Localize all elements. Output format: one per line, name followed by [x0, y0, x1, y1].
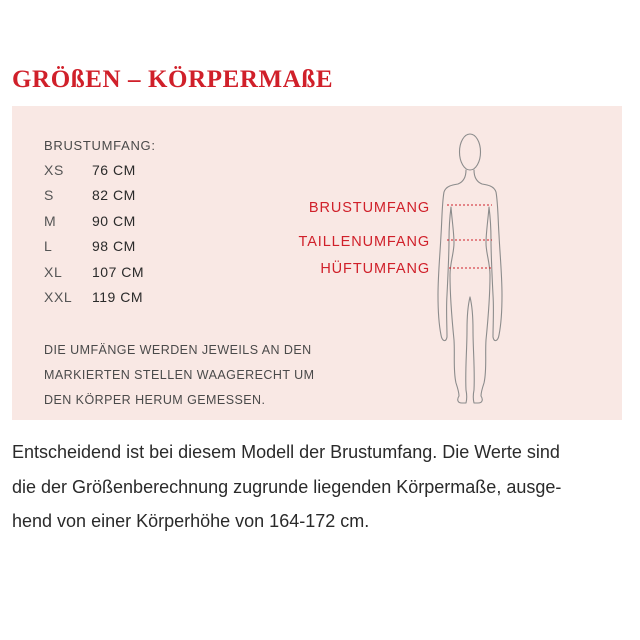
figure-left-half	[438, 170, 470, 403]
size-row	[44, 183, 204, 208]
size-label: S	[44, 187, 54, 204]
size-chart-heading: BRUSTUMFANG:	[44, 138, 156, 153]
figure-head	[460, 134, 481, 170]
size-row	[44, 285, 204, 310]
size-label: M	[44, 212, 57, 229]
size-label: XL	[44, 263, 63, 280]
size-row	[44, 260, 204, 285]
description-text	[12, 435, 561, 539]
waist-label: TAILLENUMFANG	[298, 234, 430, 250]
size-value: 119 CM	[92, 288, 143, 305]
size-list	[44, 158, 204, 310]
size-row	[44, 209, 204, 234]
size-value: 90 CM	[92, 212, 136, 229]
hip-label: HÜFTUMFANG	[320, 261, 430, 277]
size-label: XXL	[44, 288, 73, 305]
body-silhouette-figure	[430, 125, 510, 407]
size-value: 107 CM	[92, 263, 145, 280]
note-line: DIE UMFÄNGE WERDEN JEWEILS AN DEN	[44, 343, 312, 357]
size-value: 82 CM	[92, 187, 136, 204]
chest-label: BRUSTUMFANG	[308, 200, 430, 216]
size-label: L	[44, 238, 53, 255]
figure-right-half	[470, 170, 502, 403]
measurement-note	[44, 338, 314, 413]
size-value: 98 CM	[92, 238, 136, 255]
size-label: XS	[44, 162, 64, 178]
size-row	[44, 158, 204, 183]
size-value: 76 CM	[92, 162, 136, 178]
size-row	[44, 234, 204, 259]
description-line: Entscheidend ist bei diesem Modell der Brustumfang. Die Werte sind	[12, 442, 560, 462]
note-line: DEN KÖRPER HERUM GEMESSEN.	[44, 393, 266, 407]
description-line: die der Größenberechnung zugrunde liegenden Körpermaße, ausge-	[12, 476, 562, 497]
note-line: MARKIERTEN STELLEN WAAGERECHT UM	[44, 368, 315, 382]
description-line: hend von einer Körperhöhe von 164-172 cm.	[12, 511, 370, 531]
page-title: GRÖßEN – KÖRPERMAßE	[12, 66, 334, 93]
